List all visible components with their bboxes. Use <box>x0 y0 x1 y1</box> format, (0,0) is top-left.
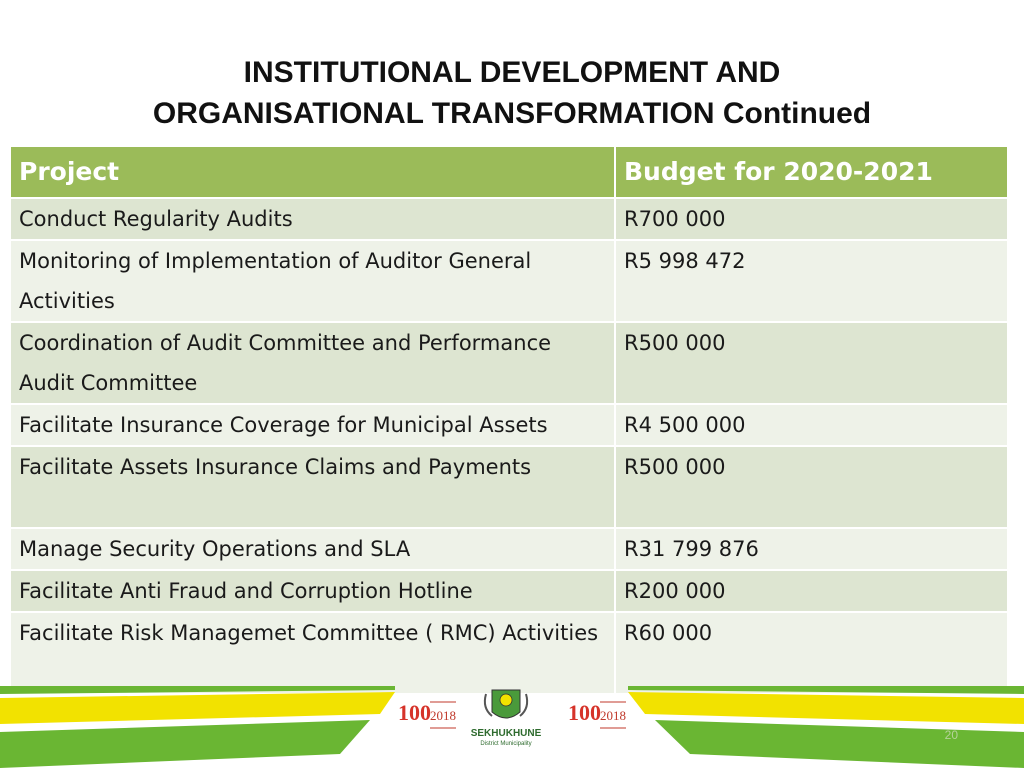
slide-title-line-2: ORGANISATIONAL TRANSFORMATION Continued <box>152 97 872 130</box>
crest-name: SEKHUKHUNE <box>470 728 542 739</box>
budget-cell: R200 000 <box>615 570 1008 612</box>
left-stripe-green-bottom <box>0 720 370 768</box>
centenary-year-left: 2018 <box>430 708 456 723</box>
table-header-row <box>10 146 1008 198</box>
header-budget: Budget for 2020-2021 <box>615 146 1008 198</box>
table-row <box>10 240 1008 322</box>
page-number: 20 <box>944 728 958 742</box>
centenary-badge-right <box>568 700 626 728</box>
footer-logos <box>396 684 631 748</box>
budget-cell: R700 000 <box>615 198 1008 240</box>
table-row <box>10 528 1008 570</box>
budget-cell: R5 998 472 <box>615 240 1008 322</box>
project-cell: Facilitate Anti Fraud and Corruption Hotline <box>10 570 615 612</box>
project-cell: Monitoring of Implementation of Auditor General Activities <box>10 240 615 322</box>
table-row <box>10 570 1008 612</box>
budget-cell: R31 799 876 <box>615 528 1008 570</box>
centenary-badge-left <box>398 700 456 728</box>
table-row <box>10 322 1008 404</box>
sekhukhune-crest <box>471 690 542 747</box>
crest-subtitle: District Municipality <box>480 741 532 747</box>
project-cell: Facilitate Assets Insurance Claims and Payments <box>10 446 615 528</box>
project-cell: Conduct Regularity Audits <box>10 198 615 240</box>
left-stripe-green-top <box>0 686 395 694</box>
centenary-year-right: 2018 <box>600 708 626 723</box>
header-project: Project <box>10 146 615 198</box>
right-stripe-yellow <box>628 692 1024 724</box>
slide-title <box>0 52 1024 134</box>
table-row <box>10 612 1008 694</box>
project-cell: Coordination of Audit Committee and Performance Audit Committee <box>10 322 615 404</box>
table-row <box>10 198 1008 240</box>
table-row <box>10 404 1008 446</box>
budget-cell: R500 000 <box>615 446 1008 528</box>
project-cell: Facilitate Insurance Coverage for Municipal Assets <box>10 404 615 446</box>
centenary-number-left: 100 <box>398 700 431 725</box>
right-stripe-green-top <box>628 686 1024 694</box>
right-stripe-green-bottom <box>655 720 1024 768</box>
budget-cell: R500 000 <box>615 322 1008 404</box>
budget-cell: R60 000 <box>615 612 1008 694</box>
project-cell: Facilitate Risk Managemet Committee ( RMC) Activities <box>10 612 615 694</box>
project-cell: Manage Security Operations and SLA <box>10 528 615 570</box>
budget-cell: R4 500 000 <box>615 404 1008 446</box>
budget-table <box>9 145 1009 695</box>
centenary-number-right: 100 <box>568 700 601 725</box>
right-stripes <box>628 686 1024 768</box>
table-row <box>10 446 1008 528</box>
slide-title-line-1: INSTITUTIONAL DEVELOPMENT AND <box>243 56 781 89</box>
left-stripe-yellow <box>0 692 395 724</box>
left-stripes <box>0 686 395 768</box>
